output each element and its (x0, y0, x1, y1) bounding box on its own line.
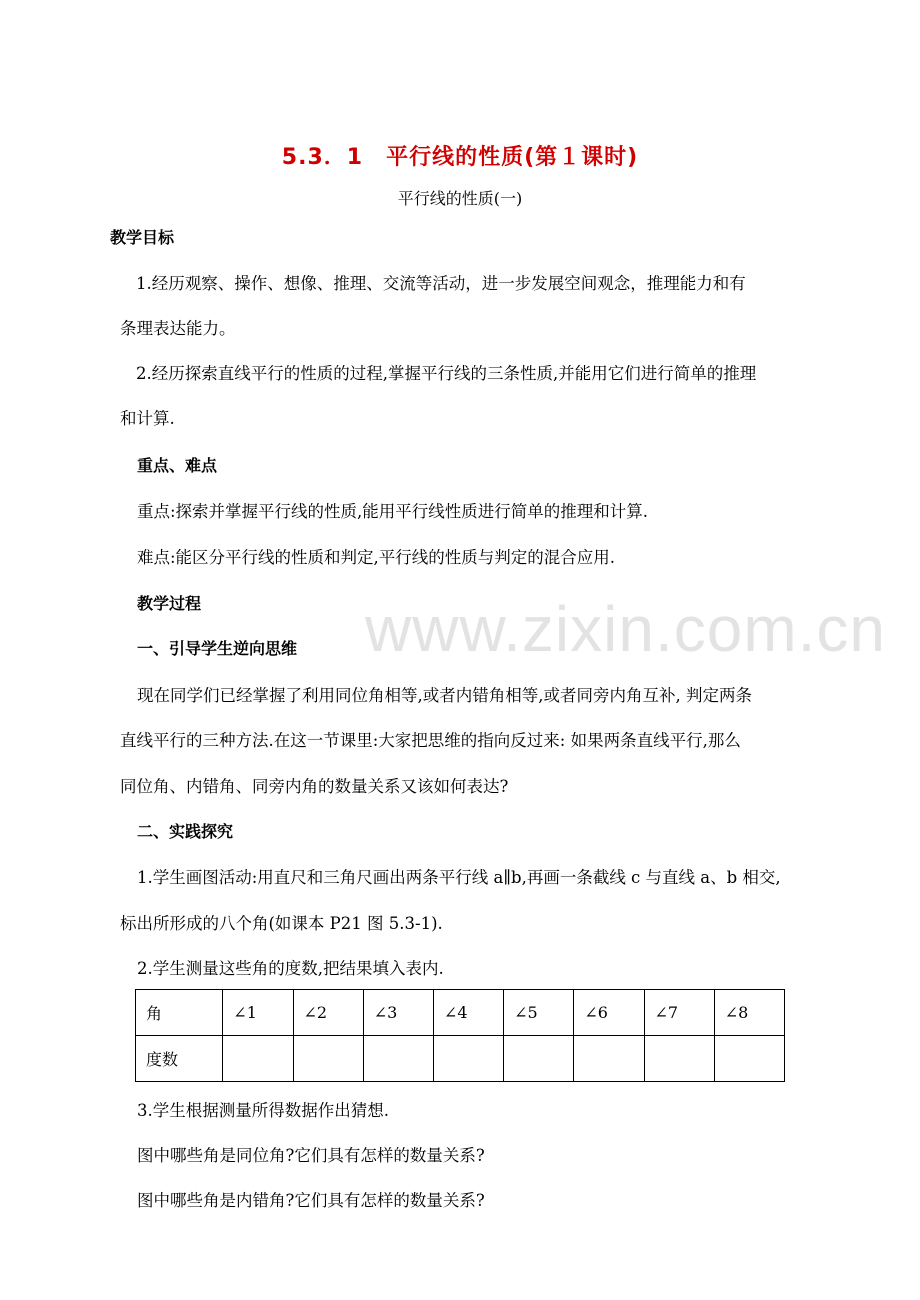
degree-cell-5 (504, 1036, 574, 1082)
step-1-line-2: 标出所形成的八个角(如课本 P21 图 5.3-1). (120, 914, 443, 933)
question-1: 图中哪些角是同位角?它们具有怎样的数量关系? (137, 1146, 485, 1165)
degree-cell-3 (363, 1036, 433, 1082)
degree-cell-2 (293, 1036, 363, 1082)
angle-5-header: ∠5 (504, 990, 574, 1036)
section-1-line-3: 同位角、内错角、同旁内角的数量关系又该如何表达? (120, 777, 509, 796)
row-header-angle: 角 (136, 990, 223, 1036)
step-3: 3.学生根据测量所得数据作出猜想. (137, 1101, 389, 1120)
angle-2-header: ∠2 (293, 990, 363, 1036)
difficulty-point: 难点:能区分平行线的性质和判定,平行线的性质与判定的混合应用. (137, 548, 616, 567)
table-row-degrees (136, 1036, 785, 1082)
section-1-line-1: 现在同学们已经掌握了利用同位角相等,或者内错角相等,或者同旁内角互补, 判定两条 (137, 686, 752, 705)
angle-8-header: ∠8 (714, 990, 784, 1036)
keypoints-heading: 重点、难点 (137, 456, 218, 475)
step-1-line-1: 1.学生画图活动:用直尺和三角尺画出两条平行线 a∥b,再画一条截线 c 与直线 a、b 相交, (137, 868, 781, 887)
table-row-angles (136, 990, 785, 1036)
section-1-heading: 一、引导学生逆向思维 (137, 639, 298, 658)
degree-cell-8 (714, 1036, 784, 1082)
angle-measurement-table (135, 989, 785, 1082)
degree-cell-7 (644, 1036, 714, 1082)
objective-2-line-1: 2.经历探索直线平行的性质的过程,掌握平行线的三条性质,并能用它们进行简单的推理 (136, 364, 757, 383)
step-2: 2.学生测量这些角的度数,把结果填入表内. (137, 959, 444, 978)
section-1-line-2: 直线平行的三种方法.在这一节课里:大家把思维的指向反过来: 如果两条直线平行,那么 (120, 731, 741, 750)
objectives-heading: 教学目标 (110, 228, 175, 247)
document-title: 5.3．1 平行线的性质(第１课时) (281, 145, 639, 170)
objective-1-line-2: 条理表达能力。 (120, 319, 236, 338)
question-2: 图中哪些角是内错角?它们具有怎样的数量关系? (137, 1191, 485, 1210)
angle-3-header: ∠3 (363, 990, 433, 1036)
angle-1-header: ∠1 (223, 990, 293, 1036)
angle-7-header: ∠7 (644, 990, 714, 1036)
degree-cell-4 (433, 1036, 503, 1082)
document-subtitle: 平行线的性质(一) (397, 189, 523, 208)
watermark: www.zixin.com.cn (365, 593, 886, 665)
key-point: 重点:探索并掌握平行线的性质,能用平行线性质进行简单的推理和计算. (137, 502, 649, 521)
angle-6-header: ∠6 (574, 990, 644, 1036)
process-heading: 教学过程 (137, 594, 202, 613)
angle-4-header: ∠4 (433, 990, 503, 1036)
degree-cell-1 (223, 1036, 293, 1082)
degree-cell-6 (574, 1036, 644, 1082)
section-2-heading: 二、实践探究 (137, 822, 234, 841)
objective-1-line-1: 1.经历观察、操作、想像、推理、交流等活动，进一步发展空间观念，推理能力和有 (136, 274, 746, 293)
objective-2-line-2: 和计算. (120, 409, 175, 428)
row-header-degree: 度数 (136, 1036, 223, 1082)
